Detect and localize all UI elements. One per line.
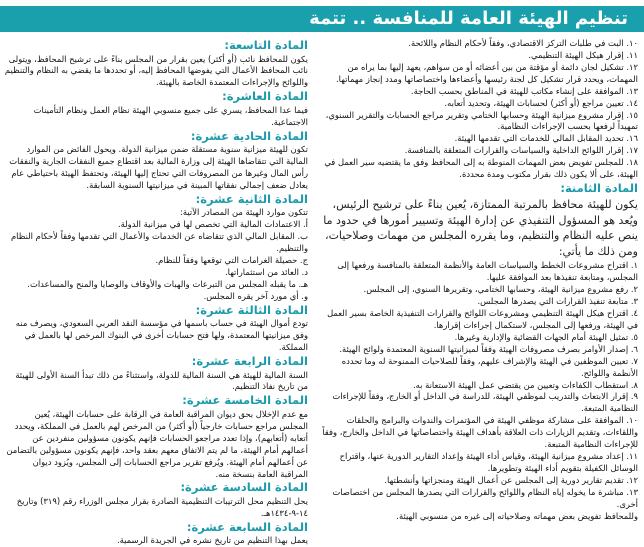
article-16-title: المادة السادسة عشرة: — [180, 480, 308, 495]
list-item: ج. حصيلة الغرامات التي توقعها وفقاً للنظام. — [155, 255, 308, 266]
header-bar — [0, 6, 644, 32]
list-item: ١. اقتراح مشروعات الخطط والسياسات العامة والأنظمة المتعلقة بالمنافسة ورفعها إلى المجلس، ومتابعة تنفيذها بعد الموافقة عليها. — [337, 260, 638, 283]
list-item: أ. الاعتمادات المالية التي تخصص لها في ميزانية الدولة. — [117, 219, 308, 230]
article-13-text: تودع أموال الهيئة في حساب باسمها في مؤسسة النقد العربي السعودي، ويصرف منه وفق ميزانيتها المعتمدة، ولها فتح حسابات أخرى في البنوك المرخص لها بالعمل في المملكة. — [15, 318, 308, 353]
list-item: ٥. تمثيل الهيئة أمام الجهات القضائية والإدارية وغيرها. — [454, 331, 638, 342]
list-item: ١٨. للمجلس تفويض بعض المهمات المنوطة به إلى المحافظ وفق ما يقتضيه سير العمل في الهيئة، على ألا يكون ذلك بقرار مكتوب ومدة محددة. — [324, 157, 638, 180]
list-item: ١٥. إقرار مشروع ميزانية الهيئة وحسابها الختامي وتقرير مراجع الحسابات والتقرير السنوي، تمهيداً لرفعها بحسب الإجراءات النظامية. — [325, 109, 638, 132]
right-column — [316, 38, 638, 521]
article-9-text: يكون للمحافظ نائب (أو أكثر) يعين بقرار من المجلس بناءً على ترشيح المحافظ، ويتولى نائب المحافظ الأعمال التي يفوضها المحافظ إليه، أو تحددها ما يقضي به النظام والتنظيم واللوائح والإجراءات المعتمدة الخاصة بالهيئة. — [4, 53, 308, 88]
list-item: ١٢. تقديم تقارير دورية إلى المجلس عن أعمال الهيئة ومنجزاتها وأنشطتها. — [384, 474, 638, 485]
list-item: ١٠. البت في طلبات التركز الاقتصادي، وفقاً لأحكام النظام واللائحة. — [408, 38, 638, 48]
list-item: د. العائد من استثماراتها. — [224, 266, 308, 277]
article-10-title: المادة العاشرة: — [222, 89, 308, 104]
list-item: ٦. إصدار الأوامر بصرف مصروفات الهيئة وفقاً لميزانيتها السنوية المعتمدة ولوائح الهيئة. — [339, 343, 638, 354]
article-8-title: المادة الثامنة: — [560, 181, 638, 196]
article-9-title: المادة التاسعة: — [224, 38, 308, 52]
article-11-text: تكون للهيئة ميزانية سنوية مستقلة ضمن ميزانية الدولة. ويحول الفائض من الموارد المالية التي تتقاضاها الهيئة إلى وزارة المالية بعد اقتطاع جميع النفقات الجارية والنفقات رأس المال وغيرها من المصروفات التي تحتاج إليها الهيئة، وتحتفظ الهيئة باحتياطي عام يعادل ضعف إجمالي نفقاتها المبينة في ميزانيتها السنوية السابقة. — [9, 144, 308, 190]
list-item: ٣. متابعة تنفيذ القرارات التي يصدرها المجلس. — [477, 296, 638, 307]
article-15-title: المادة الخامسة عشرة: — [182, 393, 308, 408]
list-item: وللمحافظ تفويض بعض مهماته وصلاحياته إلى غيره من منسوبي الهيئة. — [396, 510, 638, 521]
list-item: ١٦. تحديد المقابل المالي للخدمات التي تقدمها الهيئة. — [454, 133, 638, 144]
list-item: ٤. اقتراح هيكل الهيئة التنظيمي ومشروعات اللوائح والقرارات التنفيذية الخاصة بسير العمل في الهيئة، ورفعها إلى المجلس، لاستكمال إجراءات إقرارها. — [327, 308, 638, 330]
article-16-text: يحل التنظيم محل الترتيبات التنظيمية الصادرة بقرار مجلس الوزراء رقم (٣١٩) وتاريخ ١٤-٩-١٤٣٤هـ. — [16, 495, 308, 518]
list-item: هـ. ما يقبله المجلس من التبرعات والهبات والأوقاف والوصايا والمنح والمساعدات. — [27, 278, 308, 289]
list-item: ١١. إعداد مشروع ميزانية الهيئة، وقياس أداء الهيئة وإعداد التقارير الدورية عنها، واقتراح الوسائل الكفيلة بتقويم أداء الهيئة وتطويرها. — [339, 451, 638, 473]
list-item: و. أي مورد آخر يقره المجلس. — [203, 290, 308, 301]
list-item: ١٤. تعيين مراجع (أو أكثر) لحسابات الهيئة، وتحديد أتعابه. — [444, 97, 638, 108]
article-15-text: مع عدم الإخلال بحق ديوان المراقبة العامة في الرقابة على حسابات الهيئة، يُعين المجلس مراجع حسابات خارجياً (أو أكثر) من المرخص لهم بالعمل في المملكة، ويحدد أتعابه (أتعابهم)، وإذا تعدد مراجعو الحسابات فإنهم يكونون مسؤولين منفردين عن أعمالهم أمام الهيئة، ما لم يتم الاتفاق معهم بعقد واحد، فإنهم يكونون مسؤولين بالتضامن عن أعمالهم أمام الهيئة. ويُرفع تقرير مراجع الحسابات إلى المجلس، ويُزود ديوان المراقبة العامة بنسخة منه. — [6, 408, 308, 479]
list-item: ١٣. مباشرة ما يخوله إياه النظام واللوائح والقرارات التي يصدرها المجلس من اختصاصات أخرى. — [332, 486, 638, 509]
list-item: ١١. إقرار هيكل الهيئة التنظيمي. — [528, 49, 638, 60]
list-item: ١٣. الموافقة على إنشاء مكاتب للهيئة في المناطق بحسب الحاجة. — [410, 85, 638, 96]
article-10-text: فيما عدا المحافظ، يسري على جميع منسوبي الهيئة نظام العمل ونظام التأمينات الاجتماعية. — [33, 104, 308, 127]
list-item: ٧. تعيين الموظفين في الهيئة والإشراف عليهم، وفقاً للصلاحيات الممنوحة له وما تحدده الأنظمة واللوائح. — [341, 355, 638, 378]
left-column — [4, 38, 308, 546]
article-14-text: السنة المالية للهيئة هي السنة المالية للدولة، واستثناءً من ذلك تبدأ السنة الأولى للهيئة من تاريخ نفاذ التنظيم. — [15, 369, 308, 392]
list-item: ٩. إقرار الابتعاث والتدريب لموظفي الهيئة، للدراسة في الداخل أو الخارج، وفقاً للإجراءات النظامية المتبعة. — [332, 391, 638, 414]
article-8-lead: يكون للهيئة محافظ بالمرتبة الممتازة، يُعين بناءً على ترشيح الرئيس، ويُعد هو المسؤول التنفيذي عن إدارة الهيئة وتسيير أمورها في حدود ما ينص عليه النظام والتنظيم، وما يقرره المجلس من مهمات وصلاحيات، ومن ذلك ما يأتي: — [323, 197, 638, 259]
article-11-title: المادة الحادية عشرة: — [190, 128, 308, 143]
list-item: ١٧. إقرار اللوائح الداخلية والسياسات والقرارات المتعلقة بالمنافسة. — [404, 145, 638, 156]
list-item: ١٠. الموافقة على مشاركة موظفي الهيئة في المؤتمرات والندوات والبرامج والحلقات واللقاءات، وتقديم الزيارات ذات العلاقة بأهداف الهيئة واختصاصاتها في الداخل والخارج، وفقاً للإجراءات النظامية المتبعة. — [322, 415, 638, 450]
article-12-title: المادة الثانية عشرة: — [195, 191, 308, 206]
article-17-title: المادة السابعة عشرة: — [186, 519, 308, 534]
article-12-lead: تتكون موارد الهيئة من المصادر الآتية: — [180, 207, 308, 218]
article-13-title: المادة الثالثة عشرة: — [195, 302, 308, 317]
article-14-title: المادة الرابعة عشرة: — [191, 354, 308, 369]
list-item: ٨. استقطاب الكفاءات وتعيين من يقتضي عمل الهيئة الاستعانة به. — [412, 379, 638, 390]
article-17-text: يعمل بهذا التنظيم من تاريخ نشره في الجريدة الرسمية. — [116, 535, 308, 546]
list-item: ب. المقابل المالي الذي تتقاضاه عن الخدمات والأعمال التي تقدمها وفقاً لأحكام النظام والتنظيم. — [10, 231, 308, 254]
list-item: ١٢. تشكيل لجان دائمة أو مؤقتة من بين أعضائه أو من سواهم، يعهد إليها بما يراه من المهمات، ويحدد قرار تشكيل كل لجنة رئيسها وأعضاءها واختصاصاتها ومدد إنجاز مهماتها. — [336, 61, 638, 84]
list-item: ٢. رفع مشروع ميزانية الهيئة، وحسابها الختامي، وتقريرها السنوي، إلى المجلس. — [363, 284, 638, 295]
page-title: تنظيم الهيئة العامة للمنافسة .. تتمة — [309, 8, 628, 29]
